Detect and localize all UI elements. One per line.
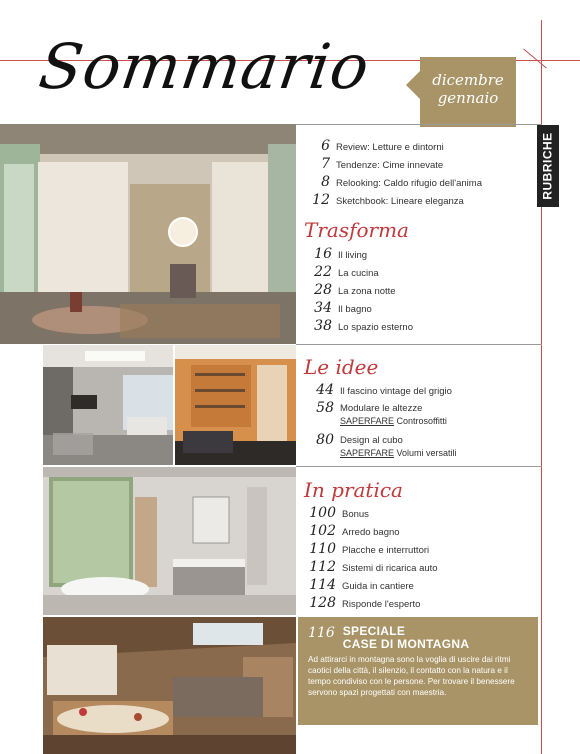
speciale-body: Ad attirarci in montagna sono la voglia di uscire dai ritmi caotici della città, il silenzio, il contatto con la natura e il tempo condiviso con le persone. Per trovare il benessere servono spazi progettati con maestria. xyxy=(308,655,515,697)
toc-label: Il fascino vintage del grigio xyxy=(340,386,452,397)
section-side-tab xyxy=(537,125,559,207)
toc-item[interactable] xyxy=(306,300,413,318)
toc-item[interactable] xyxy=(306,400,457,432)
page-number: 6 xyxy=(321,138,330,154)
speciale-title: SPECIALE xyxy=(342,624,406,638)
speciale-header xyxy=(308,625,528,651)
page-number: 114 xyxy=(309,577,336,593)
page-number: 116 xyxy=(308,625,335,641)
toc-pratica xyxy=(304,505,438,613)
toc-trasforma xyxy=(306,246,413,336)
photo-orange-shelves xyxy=(175,345,296,465)
toc-item[interactable] xyxy=(306,138,482,156)
toc-item[interactable] xyxy=(306,282,413,300)
page-number: 7 xyxy=(321,156,330,172)
page-number: 44 xyxy=(316,382,334,398)
toc-item[interactable] xyxy=(306,432,457,464)
date-month-2: gennaio xyxy=(437,89,499,107)
toc-item[interactable] xyxy=(304,541,438,559)
page-number: 102 xyxy=(309,523,336,539)
divider xyxy=(296,124,542,125)
page-number: 34 xyxy=(314,300,332,316)
toc-item[interactable] xyxy=(306,174,482,192)
toc-label: Placche e interruttori xyxy=(342,545,430,556)
toc-label: Lo spazio esterno xyxy=(338,322,413,333)
toc-sublabel xyxy=(340,447,457,459)
toc-label: Design al cubo xyxy=(340,435,403,446)
toc-label: Sketchbook: Lineare eleganza xyxy=(336,196,464,207)
toc-item[interactable] xyxy=(306,156,482,174)
page-number: 22 xyxy=(314,264,332,280)
toc-label: Bonus xyxy=(342,509,369,520)
toc-item[interactable] xyxy=(306,192,482,210)
page-number: 12 xyxy=(312,192,330,208)
toc-item[interactable] xyxy=(304,505,438,523)
toc-item[interactable] xyxy=(306,382,457,400)
page-number: 112 xyxy=(309,559,336,575)
crop-mark-diagonal xyxy=(523,48,547,68)
toc-label: Il bagno xyxy=(338,304,372,315)
toc-idee xyxy=(306,382,457,464)
photo-mountain-chalet xyxy=(43,617,296,754)
page-title: Sommario xyxy=(34,30,375,103)
page-number: 128 xyxy=(309,595,336,611)
toc-rubriche xyxy=(306,138,482,210)
section-title-idee: Le idee xyxy=(304,355,379,379)
sublabel-tag: SAPERFARE xyxy=(340,416,395,426)
speciale-subtitle: CASE DI MONTAGNA xyxy=(342,637,470,651)
issue-date-tag xyxy=(420,57,516,127)
toc-item[interactable] xyxy=(304,577,438,595)
toc-label: Tendenze: Cime innevate xyxy=(336,160,444,171)
sublabel-text: Volumi versatili xyxy=(394,448,457,458)
toc-label: Sistemi di ricarica auto xyxy=(342,563,438,574)
photo-bathroom xyxy=(43,467,296,615)
page-number: 16 xyxy=(314,246,332,262)
toc-label: Guida in cantiere xyxy=(342,581,414,592)
toc-label: Risponde l'esperto xyxy=(342,599,421,610)
toc-item[interactable] xyxy=(306,318,413,336)
page-number: 58 xyxy=(316,400,334,416)
toc-label: Review: Letture e dintorni xyxy=(336,142,444,153)
divider xyxy=(296,466,542,467)
toc-label: Relooking: Caldo rifugio dell'anima xyxy=(336,178,482,189)
toc-item[interactable] xyxy=(306,246,413,264)
speciale-box[interactable] xyxy=(298,617,538,725)
toc-label: Il living xyxy=(338,250,368,261)
page-number: 8 xyxy=(321,174,330,190)
toc-item[interactable] xyxy=(304,595,438,613)
page-number: 110 xyxy=(309,541,336,557)
toc-label: La zona notte xyxy=(338,286,396,297)
side-tab-label: RUBRICHE xyxy=(541,132,555,200)
page-number: 38 xyxy=(314,318,332,334)
toc-label: Modulare le altezze xyxy=(340,403,423,414)
page-number: 28 xyxy=(314,282,332,298)
toc-item[interactable] xyxy=(306,264,413,282)
toc-label: Arredo bagno xyxy=(342,527,400,538)
page-number: 100 xyxy=(309,505,336,521)
toc-item[interactable] xyxy=(304,559,438,577)
divider xyxy=(296,344,542,345)
section-title-trasforma: Trasforma xyxy=(304,218,409,242)
page-number: 80 xyxy=(316,432,334,448)
section-title-pratica: In pratica xyxy=(304,478,403,502)
date-month-1: dicembre xyxy=(432,71,504,89)
toc-sublabel xyxy=(340,415,447,427)
toc-item[interactable] xyxy=(304,523,438,541)
sublabel-tag: SAPERFARE xyxy=(340,448,395,458)
sublabel-text: Controsoffitti xyxy=(394,416,447,426)
photo-living-room xyxy=(0,124,296,344)
photo-grey-living xyxy=(43,345,173,465)
toc-label: La cucina xyxy=(338,268,379,279)
